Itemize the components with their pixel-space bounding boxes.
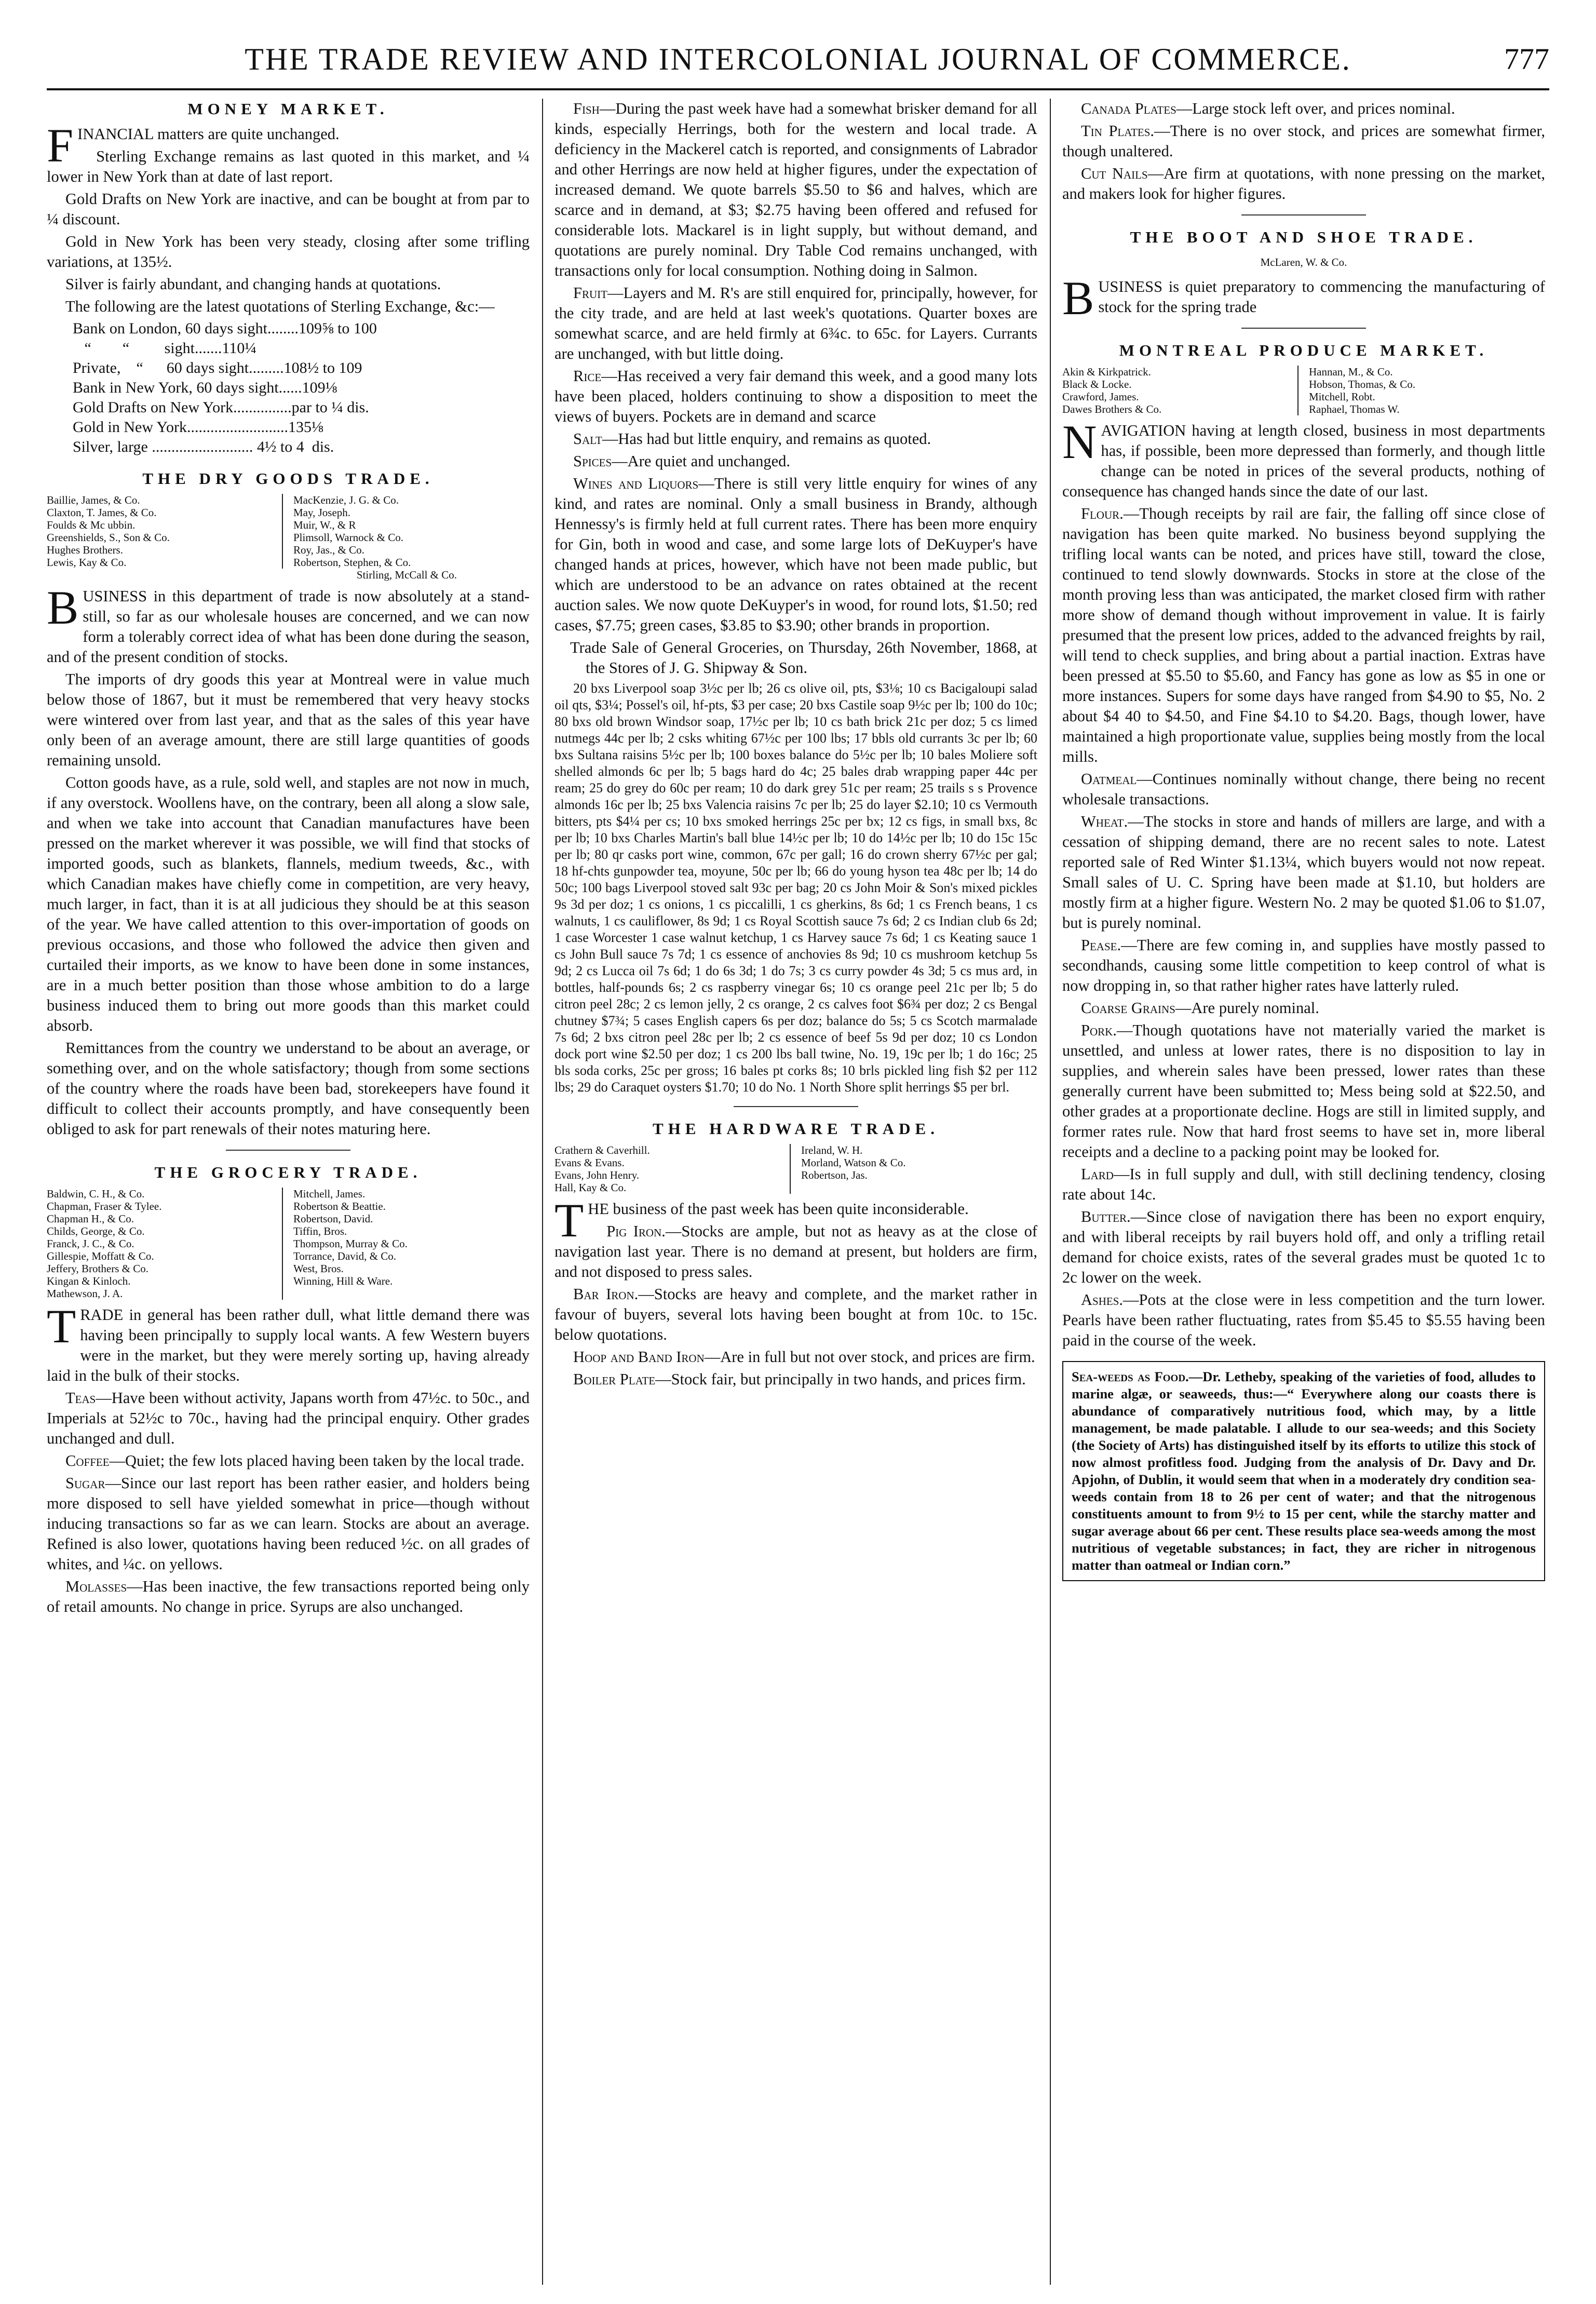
article-paragraph: Butter.—Since close of navigation there has been no export enquiry, and with liberal receipts by rail buyers hold off, and only a trifling retail demand for choice exists, rates of the several grades must be quoted 1c to 2c lower on the week. (1062, 1208, 1545, 1286)
firm-name: Baldwin, C. H., & Co. (47, 1188, 145, 1200)
column-rule (1050, 99, 1051, 2285)
firm-name: Morland, Watson & Co. (801, 1156, 906, 1169)
section-heading-boot-shoe: THE BOOT AND SHOE TRADE. (1130, 228, 1478, 246)
firm-list (47, 494, 530, 581)
section-heading-money-market: MONEY MARKET. (187, 100, 389, 118)
running-header (47, 36, 1549, 90)
firm-name: McLaren, W. & Co. (1260, 256, 1347, 268)
article-paragraph: Wheat.—The stocks in store and hands of millers are large, and with a cessation of shipping demand, there are no recent sales to note. Latest reported sale of Red Winter $1.13¼, which buyers would not now repeat. Small sales of U. C. Spring have been made at $1.10, but holders are mostly firm at a higher figure. Western No. 2 may be quoted $1.06 to $1.07, but is purely nominal. (1062, 813, 1545, 932)
newspaper-page (47, 36, 1549, 2285)
article-paragraph: The imports of dry goods this year at Montreal were in value much below those of 1867, but it must be remembered that very heavy stocks were wintered over from last year, and that as the sales of this year have only been of an average amount, there are still large quantities of goods remaining unsold. (47, 670, 530, 769)
firm-name: MacKenzie, J. G. & Co. (293, 494, 399, 506)
firm-name: Tiffin, Bros. (293, 1225, 347, 1237)
paragraph-lead: Lard (1081, 1165, 1114, 1183)
paragraph-lead: Cut Nails (1081, 165, 1148, 182)
paragraph-lead: Molasses (65, 1578, 127, 1595)
article-paragraph: Coffee—Quiet; the few lots placed having been taken by the local trade. (65, 1452, 525, 1470)
column-2 (554, 99, 1037, 2285)
paragraph-lead: Butter. (1081, 1208, 1131, 1225)
firm-name: Lewis, Kay & Co. (47, 556, 127, 569)
firm-name: Muir, W., & R (293, 519, 356, 531)
paragraph-lead: Ashes. (1081, 1291, 1124, 1309)
article-paragraph: Lard—Is in full supply and dull, with still declining tendency, closing rate about 14c. (1062, 1165, 1545, 1203)
firm-name: Hobson, Thomas, & Co. (1309, 378, 1415, 390)
section-heading-dry-goods: THE DRY GOODS TRADE. (142, 469, 434, 488)
article-paragraph: Pork.—Though quotations have not materially varied the market is unsettled, and unless at lower rates, there is no disposition to lay in supplies, and wherein sales have been pressed, lower rates than these generally current have been submitted to; Mess being sold at $22.50, and other grades at a proportionate decline. Hogs are still in limited supply, and former rates rule. Now that hard frost seems to have set in, more liberal receipts and a decline to a packing point may be looked for. (1062, 1021, 1545, 1161)
firm-name: Franck, J. C., & Co. (47, 1237, 134, 1250)
article-paragraph: BUSINESS is quiet preparatory to commencing the manufacturing of stock for the spring trade (1062, 272, 1545, 325)
article-paragraph: Teas—Have been without activity, Japans worth from 47½c. to 50c., and Imperials at 52½c to 70c., having had the principal enquiry. Other grades unchanged and dull. (47, 1389, 530, 1447)
drop-cap: B (1062, 272, 1094, 325)
paragraph-lead: Tin Plates. (1081, 122, 1155, 140)
section-divider (734, 1106, 858, 1107)
firm-name: Raphael, Thomas W. (1309, 403, 1400, 415)
paragraph-lead: Pork. (1081, 1021, 1117, 1039)
paragraph-lead: Flour. (1081, 505, 1124, 522)
firm-list (47, 1188, 530, 1300)
firm-name: Akin & Kirkpatrick. (1062, 366, 1151, 378)
article-paragraph: Molasses—Has been inactive, the few transactions reported being only of retail amounts. No change in price. Syrups are also unchanged. (47, 1578, 530, 1615)
article-paragraph: Tin Plates.—There is no over stock, and prices are somewhat firmer, though unaltered. (1062, 122, 1545, 160)
quotation-line: “ “ sight.......110¼ (73, 340, 256, 357)
firm-name: Winning, Hill & Ware. (293, 1275, 393, 1287)
article-paragraph: Coarse Grains—Are purely nominal. (1081, 999, 1319, 1017)
firm-name: Robertson, David. (293, 1212, 373, 1225)
firm-name: Robertson, Jas. (801, 1169, 868, 1181)
firm-name: Crathern & Caverhill. (554, 1144, 650, 1156)
journal-title: THE TRADE REVIEW AND INTERCOLONIAL JOURNAL OF COMMERCE. (245, 42, 1351, 76)
firm-name: Claxton, T. James, & Co. (47, 506, 157, 519)
article-paragraph: Cut Nails—Are firm at quotations, with none pressing on the market, and makers look for higher figures. (1062, 165, 1545, 203)
article-paragraph: Silver is fairly abundant, and changing hands at quotations. (65, 275, 441, 293)
firm-list-right (293, 1188, 530, 1300)
firm-name: Chapman, Fraser & Tylee. (47, 1200, 162, 1212)
firm-name: Mitchell, James. (293, 1188, 366, 1200)
article-paragraph: Fruit—Layers and M. R's are still enquired for, principally, however, for the city trade, and are held at last week's quotations. Quarter boxes are somewhat scarce, and are held firmly at 6¾c. to 65c. for Layers. Currants are unchanged, with but little doing. (554, 284, 1037, 362)
paragraph-lead: Coffee (65, 1452, 110, 1470)
paragraph-lead: Rice (573, 367, 602, 385)
quotation-line: Gold in New York..........................135⅛ (73, 419, 323, 436)
article-paragraph: FINANCIAL matters are quite unchanged. (47, 119, 340, 172)
firm-name: Evans & Evans. (554, 1156, 625, 1169)
article-paragraph: Ashes.—Pots at the close were in less competition and the turn lower. Pearls have been rather fluctuating, rates from $5.45 to $5.55 having been paid in the course of the week. (1062, 1291, 1545, 1349)
article-paragraph: Fish—During the past week have had a somewhat brisker demand for all kinds, especially Herrings, both for the western and local trade. A deficiency in the Mackerel catch is reported, and consignments of Labrador and other Herrings are now held at higher figures, under the expectation of increased demand. We quote barrels $5.50 to $6 and halves, which are scarce and in demand, at $3; $2.75 having been offered and refused for considerable lots. Mackarel is in light supply, but without demand, and quotations are purely nominal. Dry Table Cod remains unchanged, with transactions only for local consumption. Nothing doing in Salmon. (554, 100, 1037, 279)
firm-name: Foulds & Mc ubbin. (47, 519, 136, 531)
paragraph-lead: Fruit (573, 284, 607, 302)
article-paragraph: Bar Iron.—Stocks are heavy and complete, and the market rather in favour of buyers, several lots having been bought at from 10c. to 15c. below quotations. (554, 1285, 1037, 1343)
article-paragraph: THE business of the past week has been quite inconsiderable. (554, 1194, 969, 1247)
paragraph-lead: Canada Plates (1081, 100, 1176, 117)
firm-list-left (554, 1144, 791, 1194)
firm-list-left (1062, 366, 1299, 415)
firm-name: Thompson, Murray & Co. (293, 1237, 408, 1250)
firm-name: West, Bros. (293, 1262, 344, 1275)
paragraph-lead: Pease. (1081, 936, 1121, 954)
article-paragraph: TRADE in general has been rather dull, what little demand there was having been principally to supply local wants. A few Western buyers were in the market, but they were merely sorting up, having already laid in the bulk of their stocks. (47, 1300, 530, 1384)
paragraph-lead: Wheat. (1081, 813, 1128, 830)
article-paragraph: Spices—Are quiet and unchanged. (573, 452, 791, 470)
firm-name: Hannan, M., & Co. (1309, 366, 1393, 378)
article-paragraph: Flour.—Though receipts by rail are fair, the falling off since close of navigation has been quite marked. No business beyond supplying the trifling local wants can be noted, and prices have still, toward the close, continued to tend slowly downwards. Stocks in store at the close of the month proving less than was anticipated, the market closed firm with rather more show of demand though without improvement in value. It is fairly presumed that the present low prices, added to the advanced freights by rail, will tend to check supplies, and bring about a partial inaction. Extras have been pressed at $5.50 to $5.60, and Fancy has gone as low as $5 in one or more instances. Supers for some days have ranged from $4.90 to $5, No. 2 about $4 40 to $4.50, and Fine $4.10 to $4.20. Bags, though lower, have maintained a high proportionate value, supplies being mostly from the local mills. (1062, 505, 1545, 765)
article-paragraph: Sterling Exchange remains as last quoted in this market, and ¼ lower in New York than at date of last report. (47, 147, 530, 185)
exchange-quotations (73, 319, 530, 457)
drop-cap: T (554, 1194, 584, 1247)
article-paragraph: Oatmeal—Continues nominally without change, there being no recent wholesale transactions. (1062, 770, 1545, 808)
firm-list (554, 1144, 1037, 1194)
firm-name: Mathewson, J. A. (47, 1287, 123, 1300)
firm-name: Jeffery, Brothers & Co. (47, 1262, 148, 1275)
seaweeds-boxed-item: Sea-weeds as Food.—Dr. Letheby, speaking of the varieties of food, alludes to marine algæ, or seaweeds, thus:—“ Everywhere along our coasts there is abundance of comparatively nutritious food, which may, by a little management, be made palatable. I allude to our sea-weeds; and this Society (the Society of Arts) has distinguished itself by its efforts to utilize this stock of now almost profitless food. Judging from the analysis of Dr. Davy and Dr. Apjohn, of Dublin, it would seem that when in a moderately dry condition sea-weeds contain from 18 to 26 per cent of water; and that the nitrogenous constituents amount to from 9½ to 15 per cent, while the starchy matter and sugar average about 66 per cent. These results place sea-weeds among the most nutritious of vegetable substances; in fact, they are richer in nitrogenous matter than oatmeal or Indian corn.” (1062, 1361, 1545, 1581)
firm-name: Gillespie, Moffatt & Co. (47, 1250, 154, 1262)
article-paragraph: Pig Iron.—Stocks are ample, but not as heavy as at the close of navigation last year. There is no demand at present, but holders are firm, and not disposed to press sales. (554, 1222, 1037, 1281)
paragraph-lead: Wines and Liquors (573, 475, 699, 492)
paragraph-lead: Bar Iron. (573, 1285, 639, 1303)
firm-name: Robertson & Beattie. (293, 1200, 386, 1212)
firm-name: May, Joseph. (293, 506, 351, 519)
firm-name: Ireland, W. H. (801, 1144, 863, 1156)
drop-cap: T (47, 1300, 76, 1353)
article-paragraph: The following are the latest quotations of Sterling Exchange, &c:— (65, 298, 495, 315)
article-paragraph: Cotton goods have, as a rule, sold well, and staples are not now in much, if any overstock. Woollens have, on the contrary, been all along a slow sale, and when we take into account that Canadian manufactures have been pressed on the market wherever it was possible, we will find that stocks of imported goods, such as blankets, flannels, medium tweeds, &c., with which Canadian makes have chiefly come in competition, are very heavy, much larger, in fact, than it is at all judicious they should be at this season of the year. We have called attention to this over-importation of goods on previous occasions, and those who followed the advice then given and curtailed their imports, as we know to have been done in some instances, are in a much better position than those whose ambition to do a large business induced them to bring out more goods than this market could absorb. (47, 774, 530, 1034)
column-rule (542, 99, 543, 2285)
paragraph-lead: Salt (573, 430, 602, 448)
paragraph-lead: Teas (65, 1389, 96, 1407)
firm-list-right (1309, 366, 1545, 415)
firm-name: Torrance, David, & Co. (293, 1250, 396, 1262)
section-heading-produce: MONTREAL PRODUCE MARKET. (1119, 341, 1489, 359)
article-paragraph: Gold in New York has been very steady, closing after some trifling variations, at 135½. (47, 233, 530, 271)
paragraph-lead: Coarse Grains (1081, 999, 1175, 1017)
firm-name: Hughes Brothers. (47, 544, 123, 556)
article-paragraph: Boiler Plate—Stock fair, but principally in two hands, and prices firm. (573, 1370, 1026, 1388)
paragraph-lead: Hoop and Band Iron (573, 1348, 705, 1366)
drop-cap: N (1062, 415, 1097, 468)
firm-name: Plimsoll, Warnock & Co. (293, 531, 404, 544)
paragraph-lead: Oatmeal (1081, 770, 1137, 788)
article-paragraph: Salt—Has had but little enquiry, and remains as quoted. (573, 430, 931, 448)
firm-name: Childs, George, & Co. (47, 1225, 145, 1237)
article-paragraph: Canada Plates—Large stock left over, and prices nominal. (1081, 100, 1455, 117)
section-divider (226, 1150, 350, 1151)
firm-name: Chapman H., & Co. (47, 1212, 134, 1225)
paragraph-lead: Sea-weeds as Food. (1072, 1369, 1189, 1384)
columns (47, 99, 1549, 2285)
firm-name: Greenshields, S., Son & Co. (47, 531, 170, 544)
article-paragraph: Rice—Has received a very fair demand this week, and a good many lots have been placed, holders continuing to show a disposition to meet the views of buyers. Pockets are in demand and scarce (554, 367, 1037, 425)
firm-list-right (293, 494, 530, 569)
firm-name: Robertson, Stephen, & Co. (293, 556, 411, 569)
trade-sale-heading: Trade Sale of General Groceries, on Thursday, 26th November, 1868, at the Stores of J. G. Shipway & Son. (570, 639, 1037, 677)
column-3 (1062, 99, 1545, 2285)
firm-name: Hall, Kay & Co. (554, 1181, 627, 1194)
firm-name: Evans, John Henry. (554, 1169, 640, 1181)
paragraph-lead: Boiler Plate (573, 1370, 656, 1388)
column-1 (47, 99, 530, 2285)
firm-name: Crawford, James. (1062, 390, 1139, 403)
article-paragraph: NAVIGATION having at length closed, business in most departments has, if possible, been more depressed than formerly, and though little change can be noted in prices of the several products, nothing of consequence has changed hands since the date of our last. (1062, 415, 1545, 500)
article-paragraph: Pease.—There are few coming in, and supplies have mostly passed to secondhands, causing some little competition to keep control of what is now dropping in, so that rather higher rates have latterly ruled. (1062, 936, 1545, 994)
quotation-line: Bank on London, 60 days sight........109⅝ to 100 (73, 320, 377, 337)
article-paragraph: Remittances from the country we understand to be about an average, or something over, and on the whole satisfactory; though from some sections of the country where the roads have been bad, storekeepers have found it difficult to collect their accounts promptly, and have consequently been obliged to ask for part renewals of their notes maturing here. (47, 1039, 530, 1138)
drop-cap: F (47, 119, 74, 172)
firm-list-left (47, 1188, 283, 1300)
firm-list-left (47, 494, 283, 569)
section-divider (1241, 328, 1366, 329)
quotation-line: Bank in New York, 60 days sight......109⅛ (73, 379, 337, 396)
paragraph-lead: Sugar (65, 1474, 105, 1492)
article-paragraph: BUSINESS in this department of trade is now absolutely at a stand-still, so far as our wholesale houses are concerned, and we can now form a tolerably correct idea of what has been done during the season, and of the present condition of stocks. (47, 581, 530, 666)
firm-name: Stirling, McCall & Co. (356, 569, 457, 581)
quotation-line: Gold Drafts on New York...............par to ¼ dis. (73, 399, 369, 416)
quotation-line: Silver, large .......................... 4½ to 4 dis. (73, 438, 334, 455)
quotation-line: Private, “ 60 days sight.........108½ to 109 (73, 359, 362, 376)
article-paragraph: Sugar—Since our last report has been rather easier, and holders being more disposed to sell have yielded somewhat in price—though without inducing transactions so far as we can learn. Stocks are about an average. Refined is also lower, quotations having been reduced ½c. on all grades of whites, and ¼c. on yellows. (47, 1474, 530, 1573)
section-heading-hardware: THE HARDWARE TRADE. (653, 1120, 939, 1138)
firm-list (1062, 366, 1545, 415)
paragraph-lead: Fish (573, 100, 600, 117)
firm-name: Roy, Jas., & Co. (293, 544, 364, 556)
article-paragraph: Hoop and Band Iron—Are in full but not over stock, and prices are firm. (573, 1348, 1035, 1366)
section-divider (1241, 214, 1366, 215)
firm-name: Baillie, James, & Co. (47, 494, 140, 506)
firm-list-right (801, 1144, 1037, 1194)
section-heading-grocery: THE GROCERY TRADE. (154, 1163, 422, 1181)
page-number: 777 (1504, 42, 1549, 76)
trade-sale-list: 20 bxs Liverpool soap 3½c per lb; 26 cs olive oil, pts, $3⅛; 10 cs Bacigaloupi salad oil qts, $3¼; Possel's oil, hf-pts, $3 per case; 20 bxs Castile soap 9½c per lb; 100 do 10c; 80 bxs old brown Windsor soap, 17½c per lb; 10 cs bath brick 21c per doz; 5 cs limed nutmegs 44c per lb; 2 csks whiting 67½c per 100 lbs; 17 bbls old currants 3c per lb; 60 bxs Sultana raisins 5½c per lb; 100 boxes balance do 5½c per lb; 10 bales Moliere soft shelled almonds 6c per lb; 5 bags hard do 4c; 25 bales drab wrapping paper 44c per ream; 25 do grey do 60c per ream; 10 do dark grey 51c per ream; 25 trails s s Provence almonds 16c per lb; 25 bxs Valencia raisins 7c per lb; 25 do layer $2.10; 10 cs Vermouth bitters, pts $4¼ per cs; 10 bxs smoked herrings 25c per bx; 12 cs figs, in small bxs, 8c per lb; 10 bxs Charles Martin's ball blue 14½c per lb; 10 do 14½c per lb; 10 do 15c 15c per lb; 80 qr casks port wine, common, 67c per gall; 16 do crown sherry 67½c per gal; 18 hf-chts gunpowder tea, moyune, 50c per lb; 66 do young hyson tea 48c per lb; 14 do 50c; 100 bags Liverpool stoved salt 93c per bag; 20 cs John Moir & Son's mixed pickles 9s 3d per doz; 1 cs onions, 1 cs piccalilli, 1 cs gherkins, 8s 6d; 1 cs French beans, 1 cs walnuts, 1 cs cauliflower, 8s 9d; 1 cs Royal Scottish sauce 7s 6d; 2 cs Indian club 6s 2d; 1 case Worcester 1 case walnut ketchup, 1 cs Harvey sauce 7s 6d; 1 cs Keating sauce 1 cs John Bull sauce 7s 7d; 1 cs essence of anchovies 8s 9d; 10 cs mushroom ketchup 5s 9d; 2 cs Lucca oil 7s 6d; 1 do 6s 3d; 1 do 7s; 3 cs curry powder 4s 3d; 5 cs mus ard, in bottles, half-pounds 6s; 2 cs raspberry vinegar 6s; 10 cs orange peel 21c per lb; 5 do citron peel 28c; 2 cs lemon jelly, 2 cs orange, 2 cs calves foot $6¾ per doz; 2 cs Bengal chutney $7¾; 5 cases English capers 6s per doz; balance do 5s; 5 cs Scotch marmalade 7s 6d; 2 bxs citron peel 28c per lb; 2 cs essence of beef 5s 9d per doz; 10 cs London dock port wine $2.50 per doz; 1 cs 200 lbs ball twine, No. 19, 19c per lb; 1 do 16c; 25 bls soda corks, 25c per gross; 16 bales pt corks 8s; 10 brls pickled ling fish $2 per 112 lbs; 29 do Caraquet oysters $1.70; 10 do No. 1 North Shore split herrings $5 per brl. (554, 681, 1037, 1095)
firm-name: Mitchell, Robt. (1309, 390, 1375, 403)
article-paragraph: Gold Drafts on New York are inactive, and can be bought at from par to ¼ discount. (47, 190, 530, 228)
firm-name: Dawes Brothers & Co. (1062, 403, 1162, 415)
article-paragraph: Wines and Liquors—There is still very little enquiry for wines of any kind, and rates are nominal. Only a small business in Brandy, although Hennessy's is firmly held at full current rates. There has been more enquiry for Gin, both in wood and case, and some large lots of DeKuyper's have changed hands at prices, however, which have not been made public, but which are understood to be an advance on rates obtained at the recent auction sales. We now quote DeKuyper's in wood, for round lots, $1.50; red cases, $7.75; green cases, $3.85 to $3.90; other brands in proportion. (554, 475, 1037, 634)
firm-name: Black & Locke. (1062, 378, 1132, 390)
paragraph-lead: Pig Iron. (606, 1222, 666, 1240)
drop-cap: B (47, 581, 79, 634)
firm-name: Kingan & Kinloch. (47, 1275, 131, 1287)
paragraph-lead: Spices (573, 452, 612, 470)
